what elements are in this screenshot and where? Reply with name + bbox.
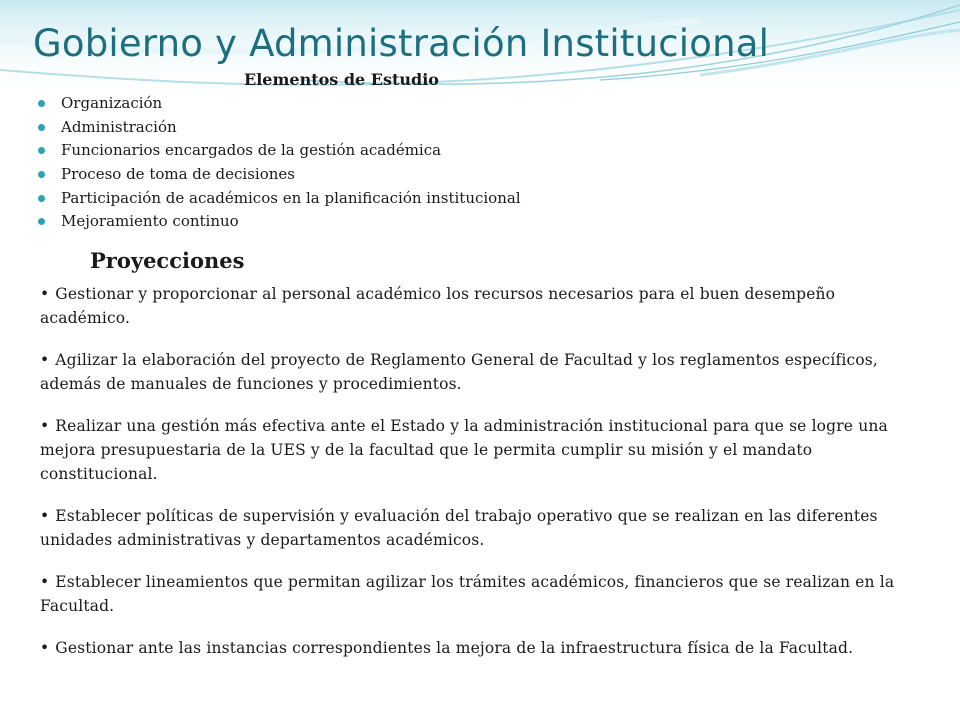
list-item: Administración xyxy=(38,117,521,141)
projection-text: Establecer lineamientos que permitan agilizar los trámites académicos, financieros que se realizan en la Facultad. xyxy=(40,573,895,615)
projections-list xyxy=(40,282,912,678)
projection-text: Gestionar y proporcionar al personal académico los recursos necesarios para el buen desempeño académico. xyxy=(40,285,836,327)
list-item: Mejoramiento continuo xyxy=(38,211,521,235)
slide-title: Gobierno y Administración Institucional xyxy=(33,22,770,65)
bullet: • xyxy=(40,351,50,369)
bullet: • xyxy=(40,285,50,303)
list-item xyxy=(40,348,912,396)
bullet: • xyxy=(40,639,50,657)
projection-text: Agilizar la elaboración del proyecto de Reglamento General de Facultad y los reglamentos específicos, además de manuales de funciones y procedimientos. xyxy=(40,351,878,393)
section-title: Proyecciones xyxy=(90,248,245,273)
list-item: Organización xyxy=(38,93,521,117)
projection-text: Establecer políticas de supervisión y evaluación del trabajo operativo que se realizan en las diferentes unidades administrativas y departamentos académicos. xyxy=(40,507,878,549)
bullet: • xyxy=(40,573,50,591)
projection-text: Gestionar ante las instancias correspondientes la mejora de la infraestructura física de la Facultad. xyxy=(55,639,854,657)
projection-text: Realizar una gestión más efectiva ante el Estado y la administración institucional para que se logre una mejora presupuestaria de la UES y de la facultad que le permita cumplir su misión y el mandato constitucional. xyxy=(40,417,888,483)
list-item xyxy=(40,570,912,618)
list-item: Funcionarios encargados de la gestión académica xyxy=(38,140,521,164)
subtitle: Elementos de Estudio xyxy=(244,70,439,89)
bullet: • xyxy=(40,507,50,525)
study-elements-list xyxy=(38,93,521,235)
list-item: Proceso de toma de decisiones xyxy=(38,164,521,188)
list-item xyxy=(40,414,912,486)
list-item xyxy=(40,504,912,552)
bullet: • xyxy=(40,417,50,435)
list-item: Participación de académicos en la planificación institucional xyxy=(38,188,521,212)
list-item xyxy=(40,636,912,660)
list-item xyxy=(40,282,912,330)
